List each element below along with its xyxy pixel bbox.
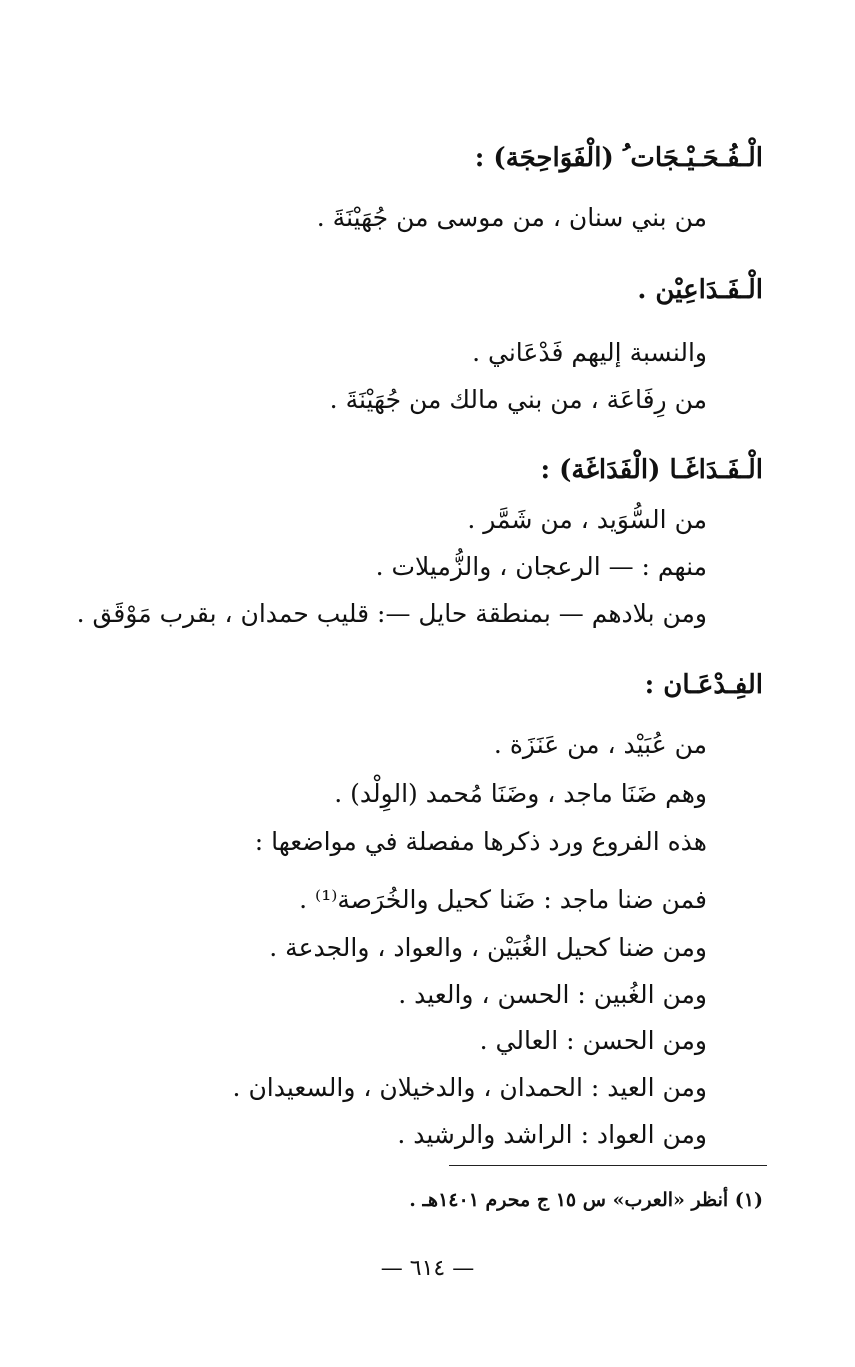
entry-heading-fuhayjat: الْـفُـحَـيْـجَات ُ (الْفَوَاحِجَة) :: [474, 143, 763, 173]
entry-line: ومن العيد : الحمدان ، والدخيلان ، والسعيدان .: [232, 1073, 707, 1102]
entry-line: من عُبَيْد ، من عَنَزَة .: [493, 730, 707, 759]
page-number: — ٦١٤ —: [380, 1256, 475, 1281]
footnote: (١) أنظر «العرب» س ١٥ ج محرم ١٤٠١هـ .: [409, 1189, 763, 1211]
entry-line: ومن الحسن : العالي .: [479, 1026, 707, 1055]
entry-line: من السُّوَيد ، من شَمَّر .: [467, 505, 707, 534]
entry-line: والنسبة إليهم فَدْعَاني .: [472, 338, 707, 367]
entry-line: منهم : — الرعجان ، والزُّميلات .: [375, 552, 707, 581]
entry-line: وهم ضَنَا ماجد ، وضَنَا مُحمد (الوِلْد) .: [334, 779, 707, 808]
entry-line: ومن الغُبين : الحسن ، والعيد .: [398, 980, 707, 1009]
footnote-divider: [449, 1165, 767, 1166]
entry-line: فمن ضنا ماجد : ضَنا كحيل والخُرَصة⁽¹⁾ .: [299, 885, 707, 914]
entry-line: من رِفَاعَة ، من بني مالك من جُهَيْنَةَ .: [329, 385, 707, 414]
entry-heading-fadain: الْـفَـدَاعِيْن .: [637, 275, 763, 305]
entry-line: ومن بلادهم — بمنطقة حايل —: قليب حمدان ، بقرب مَوْقَق .: [76, 599, 707, 628]
entry-heading-fidan: الفِـدْعَـان :: [644, 670, 763, 700]
entry-heading-fadagha: الْـفَـدَاغَـا (الْفَدَاغَة) :: [540, 455, 763, 485]
entry-line: ومن العواد : الراشد والرشيد .: [397, 1120, 707, 1149]
entry-line: من بني سنان ، من موسى من جُهَيْنَةَ .: [316, 203, 707, 232]
entry-line: هذه الفروع ورد ذكرها مفصلة في مواضعها :: [254, 827, 707, 856]
entry-line: ومن ضنا كحيل الغُبَيْن ، والعواد ، والجدعة .: [269, 933, 707, 962]
